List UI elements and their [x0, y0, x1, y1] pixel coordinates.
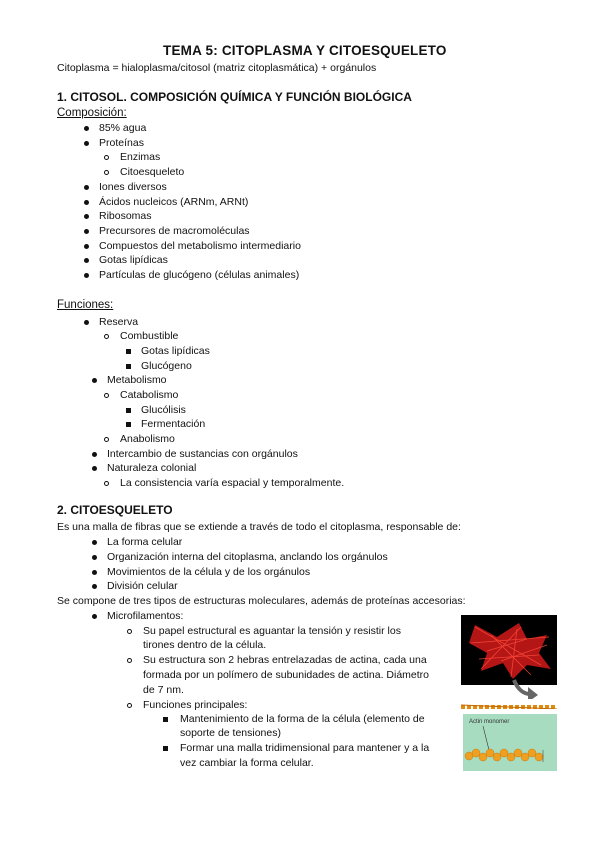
list-item: de 7 nm. [143, 684, 184, 696]
list-item: Su estructura son 2 hebras entrelazadas de actina, cada una [143, 654, 427, 666]
bullet-circle [104, 437, 109, 442]
list-item: Metabolismo [107, 374, 167, 386]
bullet-square [126, 408, 131, 413]
list-item: Naturaleza colonial [107, 462, 197, 474]
funciones-label: Funciones: [57, 299, 114, 311]
bullet-dot [84, 200, 89, 205]
list-item: Intercambio de sustancias con orgánulos [107, 448, 298, 460]
bullet-dot [92, 584, 97, 589]
bullet-dot [84, 126, 89, 131]
list-item: Catabolismo [120, 389, 179, 401]
list-item: soporte de tensiones) [180, 727, 281, 739]
bullet-circle [104, 393, 109, 398]
actin-monomer-diagram [463, 714, 557, 771]
list-item: Ácidos nucleicos (ARNm, ARNt) [99, 196, 249, 208]
list-item: Iones diversos [99, 181, 167, 193]
bullet-circle [104, 155, 109, 160]
section2-intro: Es una malla de fibras que se extiende a través de todo el citoplasma, responsable de: [57, 521, 461, 533]
bullet-dot [92, 540, 97, 545]
list-item: Partículas de glucógeno (células animales) [99, 269, 300, 281]
bullet-dot [84, 185, 89, 190]
bullet-circle [127, 703, 132, 708]
list-item: División celular [107, 580, 178, 592]
list-item: Fermentación [141, 418, 206, 430]
bullet-dot [84, 320, 89, 325]
list-item: 85% agua [99, 122, 147, 134]
list-item: Funciones principales: [143, 699, 248, 711]
list-item: Ribosomas [99, 210, 152, 222]
actin-filament-image [461, 699, 557, 709]
list-item: Gotas lipídicas [99, 254, 168, 266]
composicion-label: Composición: [57, 107, 127, 119]
list-item: Glucólisis [141, 404, 186, 416]
bullet-circle [104, 481, 109, 486]
list-item: Precursores de macromoléculas [99, 225, 250, 237]
list-item: Combustible [120, 330, 179, 342]
bullet-dot [92, 452, 97, 457]
bullet-dot [92, 378, 97, 383]
subtitle: Citoplasma = hialoplasma/citosol (matriz citoplasmática) + orgánulos [57, 62, 377, 74]
list-item: Mantenimiento de la forma de la célula (elemento de [180, 713, 425, 725]
bullet-square [126, 349, 131, 354]
list-item: Microfilamentos: [107, 610, 184, 622]
list-item: Enzimas [120, 151, 161, 163]
bullet-dot [84, 244, 89, 249]
list-item: La consistencia varía espacial y temporalmente. [120, 477, 345, 489]
bullet-dot [92, 614, 97, 619]
bullet-dot [92, 555, 97, 560]
bullet-square [126, 364, 131, 369]
actin-cell-image [461, 615, 557, 685]
list-item: La forma celular [107, 536, 183, 548]
list-item: formada por un polímero de subunidades de actina. Diámetro [143, 669, 430, 681]
bullet-dot [84, 214, 89, 219]
bullet-dot [84, 141, 89, 146]
bullet-dot [84, 258, 89, 263]
list-item: Formar una malla tridimensional para mantener y a la [180, 742, 430, 754]
bullet-circle [104, 170, 109, 175]
actin-monomer-label: Actin monomer [469, 719, 510, 725]
page-title: TEMA 5: CITOPLASMA Y CITOESQUELETO [163, 43, 447, 58]
list-item: Proteínas [99, 137, 144, 149]
bullet-circle [104, 334, 109, 339]
bullet-circle [127, 658, 132, 663]
list-item: Su papel estructural es aguantar la tensión y resistir los [143, 625, 401, 637]
section1-heading: 1. CITOSOL. COMPOSICIÓN QUÍMICA Y FUNCIÓN BIOLÓGICA [57, 90, 412, 104]
list-item: vez cambiar la forma celular. [180, 757, 314, 769]
list-item: Anabolismo [120, 433, 175, 445]
bullet-dot [92, 466, 97, 471]
list-item: Reserva [99, 316, 139, 328]
list-item: Compuestos del metabolismo intermediario [99, 240, 301, 252]
section2-heading: 2. CITOESQUELETO [57, 503, 173, 517]
list-item: Organización interna del citoplasma, anclando los orgánulos [107, 551, 388, 563]
bullet-circle [127, 629, 132, 634]
bullet-square [126, 422, 131, 427]
list-item: Gotas lipídicas [141, 345, 210, 357]
bullet-dot [92, 570, 97, 575]
bullet-square [163, 746, 168, 751]
bullet-dot [84, 273, 89, 278]
list-item: Citoesqueleto [120, 166, 185, 178]
bullet-square [163, 717, 168, 722]
list-item: Movimientos de la célula y de los orgánulos [107, 566, 311, 578]
section2-compone: Se compone de tres tipos de estructuras moleculares, además de proteínas accesorias: [57, 595, 466, 607]
list-item: tirones dentro de la célula. [143, 639, 267, 651]
list-item: Glucógeno [141, 360, 192, 372]
bullet-dot [84, 229, 89, 234]
